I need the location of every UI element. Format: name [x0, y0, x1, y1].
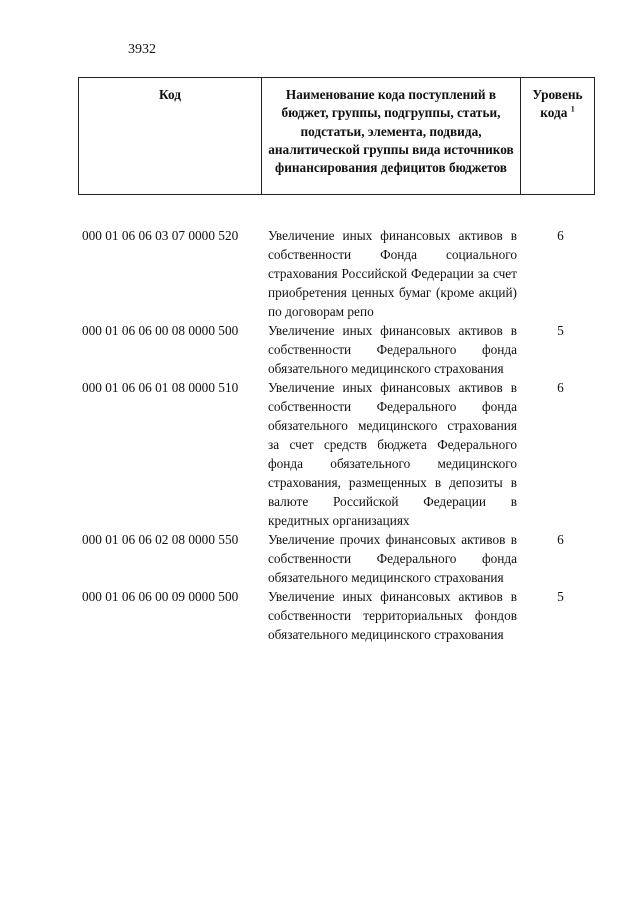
- row-level: 5: [557, 589, 564, 604]
- header-level: [521, 78, 594, 194]
- table-row: [82, 587, 596, 644]
- header-level-label: Уровень кода: [532, 87, 583, 121]
- row-name: Увеличение прочих финансовых активов в собственности Федерального фонда обязательного медицинского страхования: [268, 532, 517, 585]
- row-level: 6: [557, 380, 564, 395]
- row-code: 000 01 06 06 02 08 0000 550: [82, 532, 239, 547]
- table-row: [82, 530, 596, 587]
- row-level: 6: [557, 532, 564, 547]
- row-level: 6: [557, 228, 564, 243]
- page-number: 3932: [128, 42, 156, 57]
- table-header: [78, 77, 595, 195]
- row-code: 000 01 06 06 00 08 0000 500: [82, 323, 239, 338]
- header-level-footnote: 1: [570, 104, 575, 114]
- row-name: Увеличение иных финансовых активов в собственности Федерального фонда обязательного медицинского страхования: [268, 323, 517, 376]
- header-name: Наименование кода поступлений в бюджет, группы, подгруппы, статьи, подстатьи, элемента, подвида, аналитической группы вида источников финансирования дефицитов бюджетов: [262, 78, 521, 194]
- table-row: [82, 321, 596, 378]
- header-code: Код: [79, 78, 262, 194]
- table-body: [82, 226, 596, 644]
- table-row: [82, 226, 596, 321]
- table-row: [82, 378, 596, 530]
- row-level: 5: [557, 323, 564, 338]
- row-name: Увеличение иных финансовых активов в собственности Фонда социального страхования Российской Федерации за счет приобретения ценных бумаг (кроме акций) по договорам репо: [268, 228, 517, 319]
- row-name: Увеличение иных финансовых активов в собственности территориальных фондов обязательного медицинского страхования: [268, 589, 517, 642]
- row-name: Увеличение иных финансовых активов в собственности Федерального фонда обязательного медицинского страхования за счет средств бюджета Федерального фонда обязательного медицинского страхования, размещенных в депозиты в валюте Российской Федерации в кредитных организациях: [268, 380, 517, 528]
- row-code: 000 01 06 06 00 09 0000 500: [82, 589, 239, 604]
- row-code: 000 01 06 06 01 08 0000 510: [82, 380, 239, 395]
- row-code: 000 01 06 06 03 07 0000 520: [82, 228, 239, 243]
